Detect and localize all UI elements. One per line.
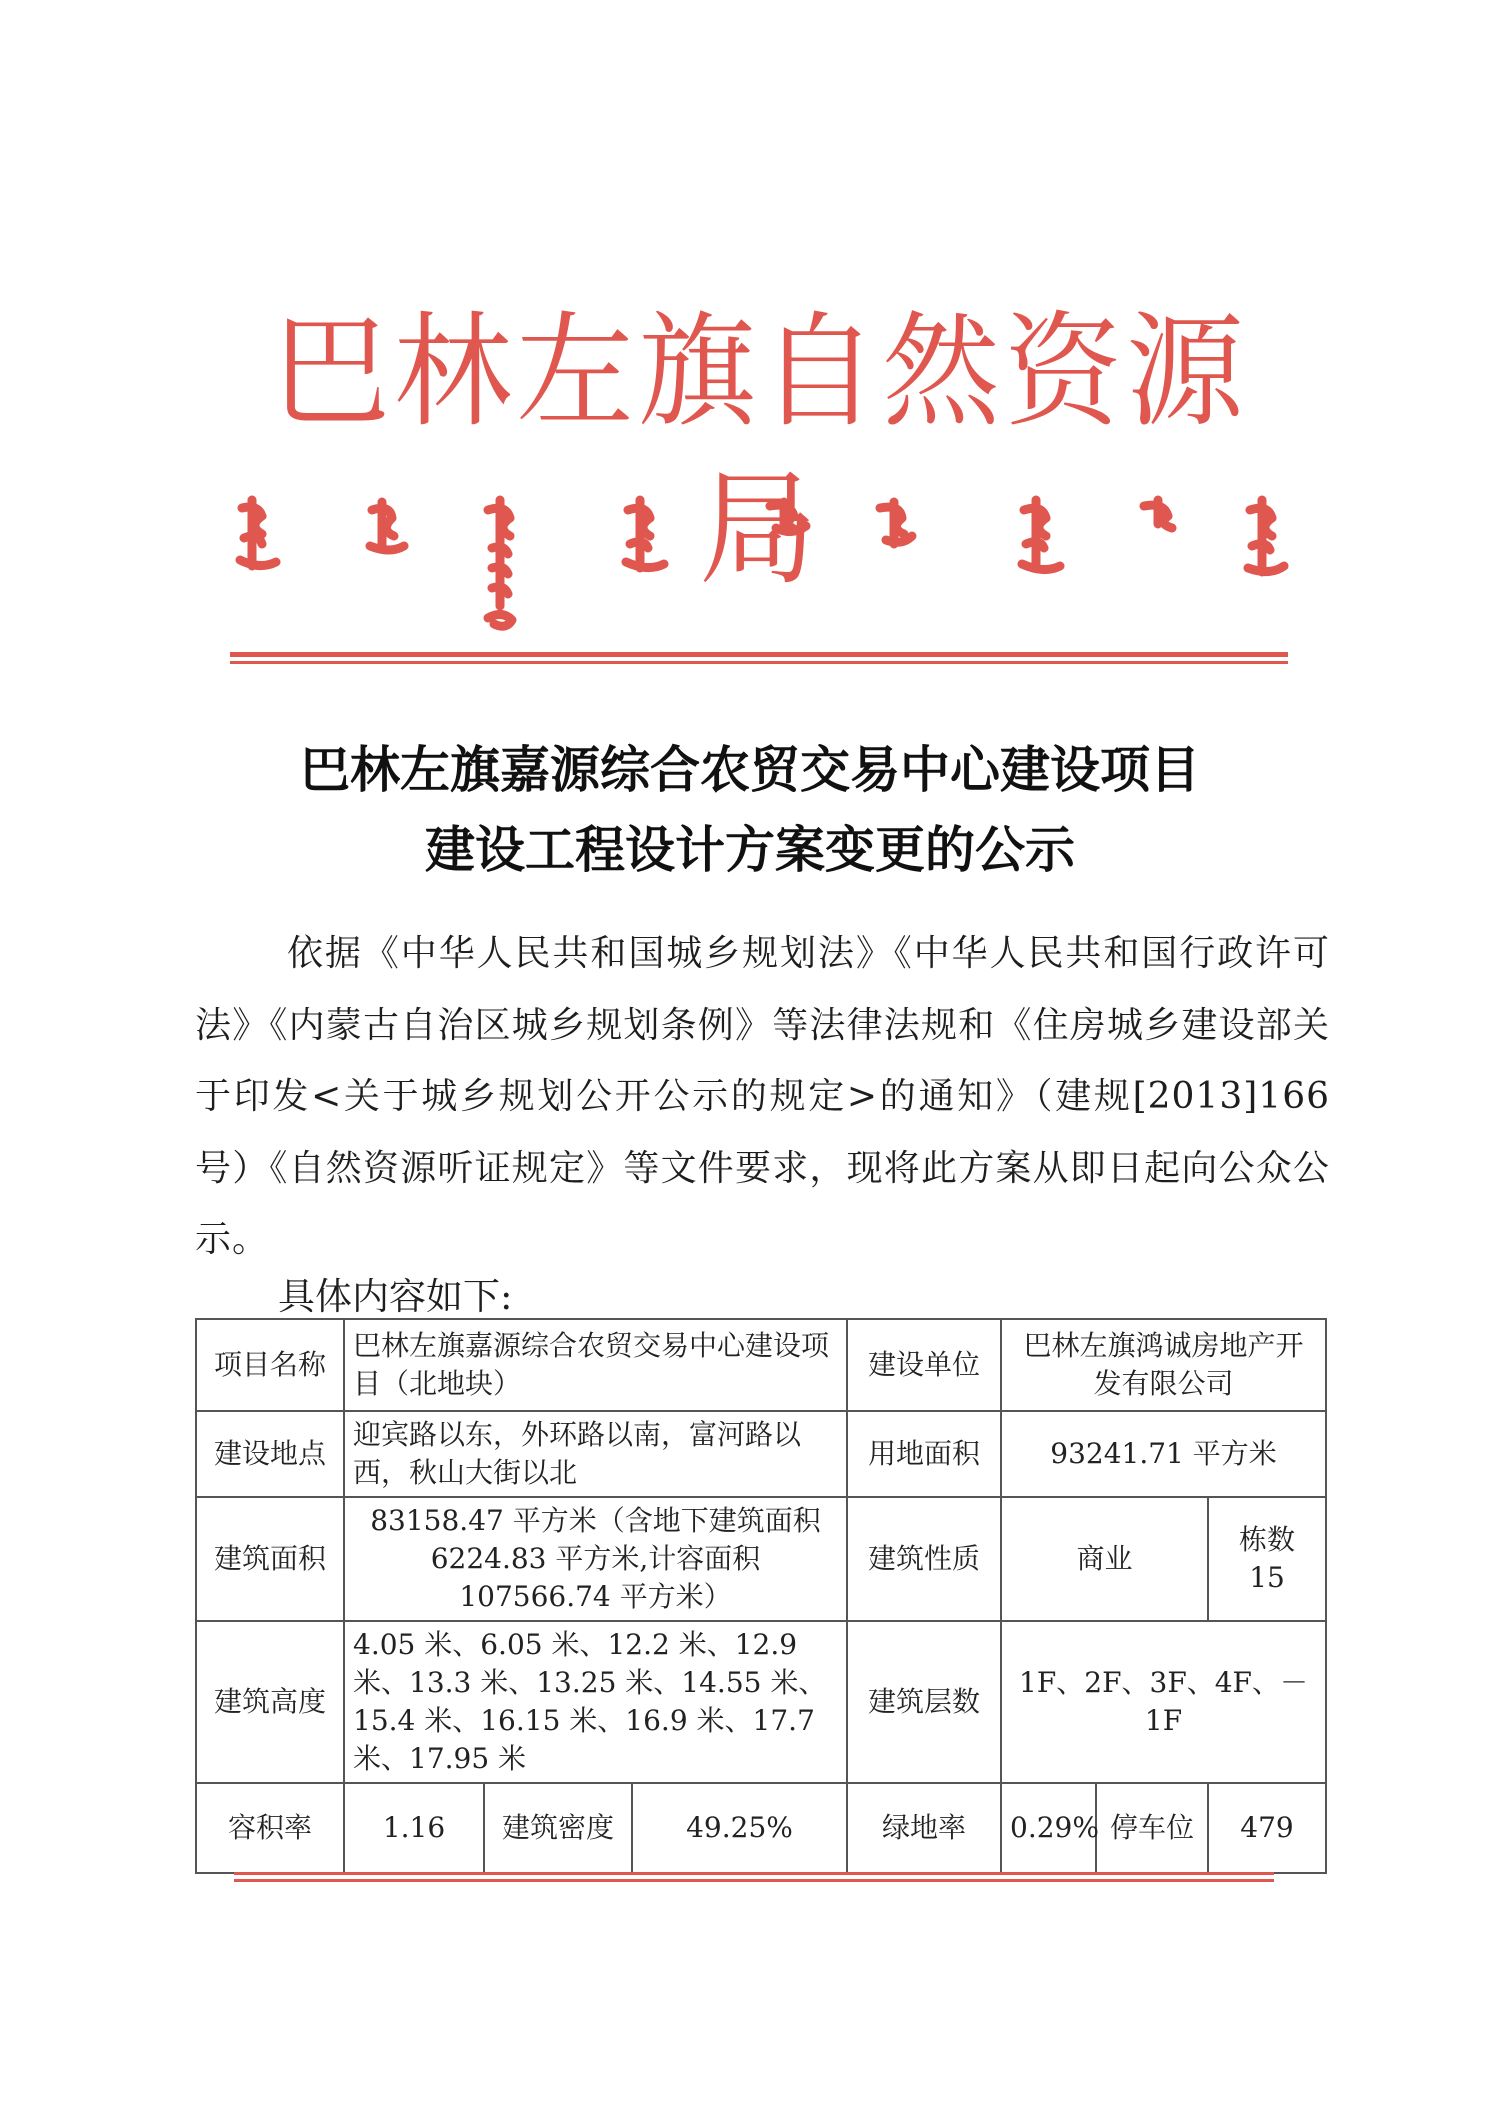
height-label: 建筑高度 — [196, 1621, 344, 1783]
floor-area-value: 83158.47 平方米（含地下建筑面积6224.83 平方米,计容面积 107566.74 平方米） — [344, 1497, 847, 1621]
table-row — [196, 1497, 1326, 1621]
builder-label: 建设单位 — [847, 1319, 1001, 1411]
table-row — [196, 1783, 1326, 1873]
far-label: 容积率 — [196, 1783, 344, 1873]
green-label: 绿地率 — [847, 1783, 1001, 1873]
notice-title-line2: 建设工程设计方案变更的公示 — [425, 821, 1075, 879]
agency-name: 巴林左旗自然资源局 — [271, 298, 1248, 602]
project-name-label: 项目名称 — [196, 1319, 344, 1411]
buildings-label: 栋数 — [1239, 1523, 1296, 1556]
height-value: 4.05 米、6.05 米、12.2 米、12.9 米、13.3 米、13.25 米、14.55 米、15.4 米、16.15 米、16.9 米、17.7 米、17.95 米 — [344, 1621, 847, 1783]
floors-value: 1F、2F、3F、4F、－1F — [1001, 1621, 1326, 1783]
floor-area-label: 建筑面积 — [196, 1497, 344, 1621]
density-value: 49.25% — [632, 1783, 847, 1873]
buildings-count-cell — [1208, 1497, 1326, 1621]
nature-value: 商业 — [1001, 1497, 1208, 1621]
green-value: 0.29% — [1001, 1783, 1096, 1873]
content-lead-text: 具体内容如下: — [278, 1275, 513, 1318]
mongolian-script-agency-name — [230, 488, 1290, 638]
buildings-value: 15 — [1249, 1561, 1285, 1594]
nature-label: 建筑性质 — [847, 1497, 1001, 1621]
table-row — [196, 1319, 1326, 1411]
footer-rule-bottom — [234, 1879, 1274, 1882]
floors-label: 建筑层数 — [847, 1621, 1001, 1783]
notice-title-line1: 巴林左旗嘉源综合农贸交易中心建设项目 — [300, 741, 1200, 799]
land-area-value: 93241.71 平方米 — [1001, 1411, 1326, 1497]
far-value: 1.16 — [344, 1783, 484, 1873]
mongolian-script-graphic — [230, 488, 1290, 638]
site-value: 迎宾路以东，外环路以南，富河路以西，秋山大街以北 — [344, 1411, 847, 1497]
table-row — [196, 1621, 1326, 1783]
parking-value: 479 — [1208, 1783, 1326, 1873]
letterhead-rule-top — [230, 652, 1288, 657]
notice-body-paragraph: 依据《中华人民共和国城乡规划法》《中华人民共和国行政许可法》《内蒙古自治区城乡规划条例》等法律法规和《住房城乡建设部关于印发<关于城乡规划公开公示的规定>的通知》（建规[2013]166号）《自然资源听证规定》等文件要求，现将此方案从即日起向公众公示。 — [195, 933, 1330, 1260]
density-label: 建筑密度 — [484, 1783, 632, 1873]
site-label: 建设地点 — [196, 1411, 344, 1497]
land-area-label: 用地面积 — [847, 1411, 1001, 1497]
project-info-table — [195, 1318, 1327, 1874]
footer-rule-top — [234, 1872, 1274, 1875]
table-row — [196, 1411, 1326, 1497]
parking-label: 停车位 — [1096, 1783, 1208, 1873]
project-name-value: 巴林左旗嘉源综合农贸交易中心建设项目（北地块） — [344, 1319, 847, 1411]
letterhead-rule-bottom — [230, 661, 1288, 664]
builder-value: 巴林左旗鸿诚房地产开发有限公司 — [1001, 1319, 1326, 1411]
